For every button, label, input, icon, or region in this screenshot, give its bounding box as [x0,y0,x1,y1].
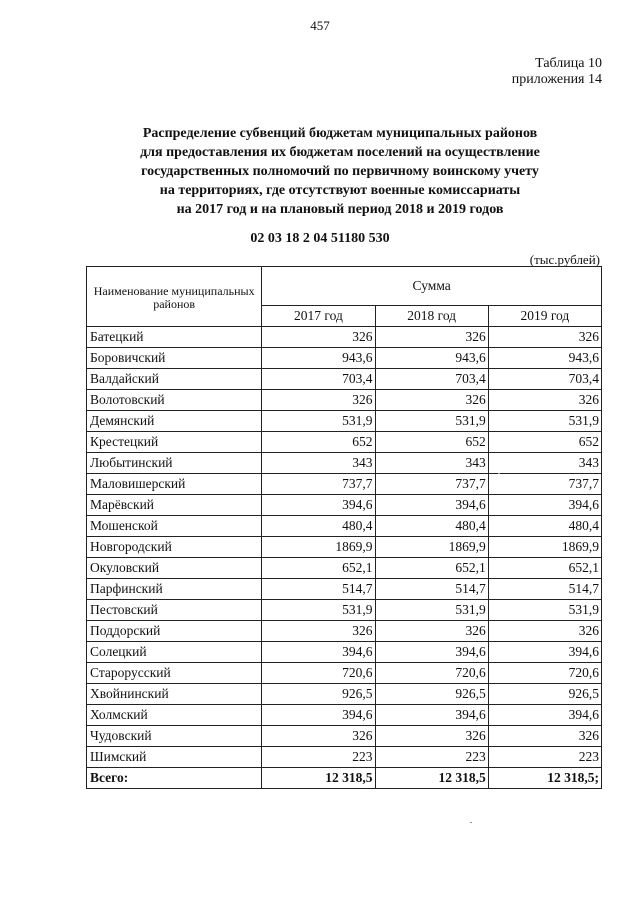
value-2019: 652,1 [488,558,601,579]
value-2018: 943,6 [375,348,488,369]
value-2019: 652 [488,432,601,453]
table-row [87,600,602,621]
value-2019: 326 [488,621,601,642]
value-2019: 343 [488,453,601,474]
column-header-2019: 2019 год [488,306,601,327]
title-line: Распределение субвенций бюджетам муниципальных районов [142,126,538,141]
value-2019: 514,7 [488,579,601,600]
page-number: 457 [310,18,330,33]
table-row [87,684,602,705]
table-row [87,537,602,558]
district-name: Мошенской [87,516,262,537]
table-head [87,267,602,327]
title-line: на 2017 год и на плановый период 2018 и 2019 годов [176,202,504,217]
district-name: Валдайский [87,369,262,390]
district-name: Крестецкий [87,432,262,453]
value-2017: 720,6 [262,663,375,684]
district-name: Пестовский [87,600,262,621]
value-2018: 720,6 [375,663,488,684]
district-name: Старорусский [87,663,262,684]
value-2017: 737,7 [262,474,375,495]
table-reference-line-2: приложения 14 [511,72,602,87]
table-row [87,390,602,411]
value-2019: 223 [488,747,601,768]
title-line: государственных полномочий по первичному воинскому учету [141,164,539,179]
value-2018: 737,7 [375,474,488,495]
value-2017: 326 [262,726,375,747]
value-2018: 652,1 [375,558,488,579]
column-header-sum: Сумма [262,267,602,306]
value-2017: 926,5 [262,684,375,705]
district-name: Чудовский [87,726,262,747]
table-row [87,579,602,600]
district-name: Солецкий [87,642,262,663]
value-2018: 652 [375,432,488,453]
table-reference-line-1: Таблица 10 [535,56,602,71]
value-2018: 326 [375,390,488,411]
value-2017: 394,6 [262,495,375,516]
value-2019: 703,4 [488,369,601,390]
table-reference [512,56,602,88]
value-2017: 514,7 [262,579,375,600]
district-name: Новгородский [87,537,262,558]
value-2019: 531,9 [488,411,601,432]
district-name: Шимский [87,747,262,768]
value-2017: 943,6 [262,348,375,369]
district-name: Холмский [87,705,262,726]
district-name: Волотовский [87,390,262,411]
value-2019: 720,6 [488,663,601,684]
value-2018: 326 [375,621,488,642]
value-2018: 1869,9 [375,537,488,558]
total-2018: 12 318,5 [375,768,488,789]
table-row [87,726,602,747]
table-row [87,621,602,642]
value-2018: 926,5 [375,684,488,705]
value-2019: 531,9 [488,600,601,621]
district-name: Окуловский [87,558,262,579]
value-2017: 703,4 [262,369,375,390]
value-2018: 223 [375,747,488,768]
value-2017: 343 [262,453,375,474]
table-row [87,705,602,726]
table-row [87,642,602,663]
value-2019: 326 [488,726,601,747]
value-2017: 326 [262,390,375,411]
table-row [87,558,602,579]
value-2017: 480,4 [262,516,375,537]
value-2019: 1869,9 [488,537,601,558]
total-row [87,768,602,789]
units-label: (тыс.рублей) [529,252,600,267]
table-row [87,495,602,516]
table-row [87,327,602,348]
value-2018: 326 [375,327,488,348]
table-row [87,411,602,432]
district-name: Хвойнинский [87,684,262,705]
value-2017: 531,9 [262,411,375,432]
district-name: Любытинский [87,453,262,474]
total-label: Всего: [87,768,262,789]
value-2017: 652 [262,432,375,453]
table-foot [87,768,602,789]
table-row [87,474,602,495]
value-2017: 1869,9 [262,537,375,558]
table-row [87,369,602,390]
table-body [87,327,602,768]
value-2017: 394,6 [262,642,375,663]
table-row [87,747,602,768]
table-row [87,453,602,474]
district-name: Батецкий [87,327,262,348]
document-title [60,124,620,219]
value-2017: 326 [262,621,375,642]
value-2018: 394,6 [375,495,488,516]
total-2017: 12 318,5 [262,768,375,789]
value-2017: 326 [262,327,375,348]
value-2018: 531,9 [375,600,488,621]
value-2019: 326 [488,327,601,348]
value-2018: 326 [375,726,488,747]
district-name: Марёвский [87,495,262,516]
scan-speck [470,822,472,823]
district-name: Поддорский [87,621,262,642]
value-2017: 223 [262,747,375,768]
value-2019: 394,6 [488,705,601,726]
value-2018: 394,6 [375,642,488,663]
value-2019: 926,5 [488,684,601,705]
table-row [87,432,602,453]
column-header-name: Наименование муниципальных районов [87,267,262,327]
value-2017: 394,6 [262,705,375,726]
value-2018: 531,9 [375,411,488,432]
value-2017: 652,1 [262,558,375,579]
value-2019: 394,6 [488,642,601,663]
table-row [87,348,602,369]
district-name: Парфинский [87,579,262,600]
value-2018: 703,4 [375,369,488,390]
value-2019: 943,6 [488,348,601,369]
value-2018: 394,6 [375,705,488,726]
subvention-table [86,266,602,789]
title-line: для предоставления их бюджетам поселений на осуществление [140,145,540,160]
table-row [87,516,602,537]
district-name: Демянский [87,411,262,432]
value-2019: 737,7 [488,474,601,495]
column-header-2018: 2018 год [375,306,488,327]
value-2019: 480,4 [488,516,601,537]
value-2019: 326 [488,390,601,411]
budget-code: 02 03 18 2 04 51180 530 [250,231,390,246]
value-2019: 394,6 [488,495,601,516]
district-name: Боровичский [87,348,262,369]
value-2017: 531,9 [262,600,375,621]
scan-speck [498,473,500,474]
district-name: Маловишерский [87,474,262,495]
value-2018: 343 [375,453,488,474]
table-header-row [87,267,602,306]
value-2018: 480,4 [375,516,488,537]
table-row [87,663,602,684]
value-2018: 514,7 [375,579,488,600]
column-header-2017: 2017 год [262,306,375,327]
title-line: на территориях, где отсутствуют военные комиссариаты [159,183,521,198]
total-2019: 12 318,5; [488,768,601,789]
